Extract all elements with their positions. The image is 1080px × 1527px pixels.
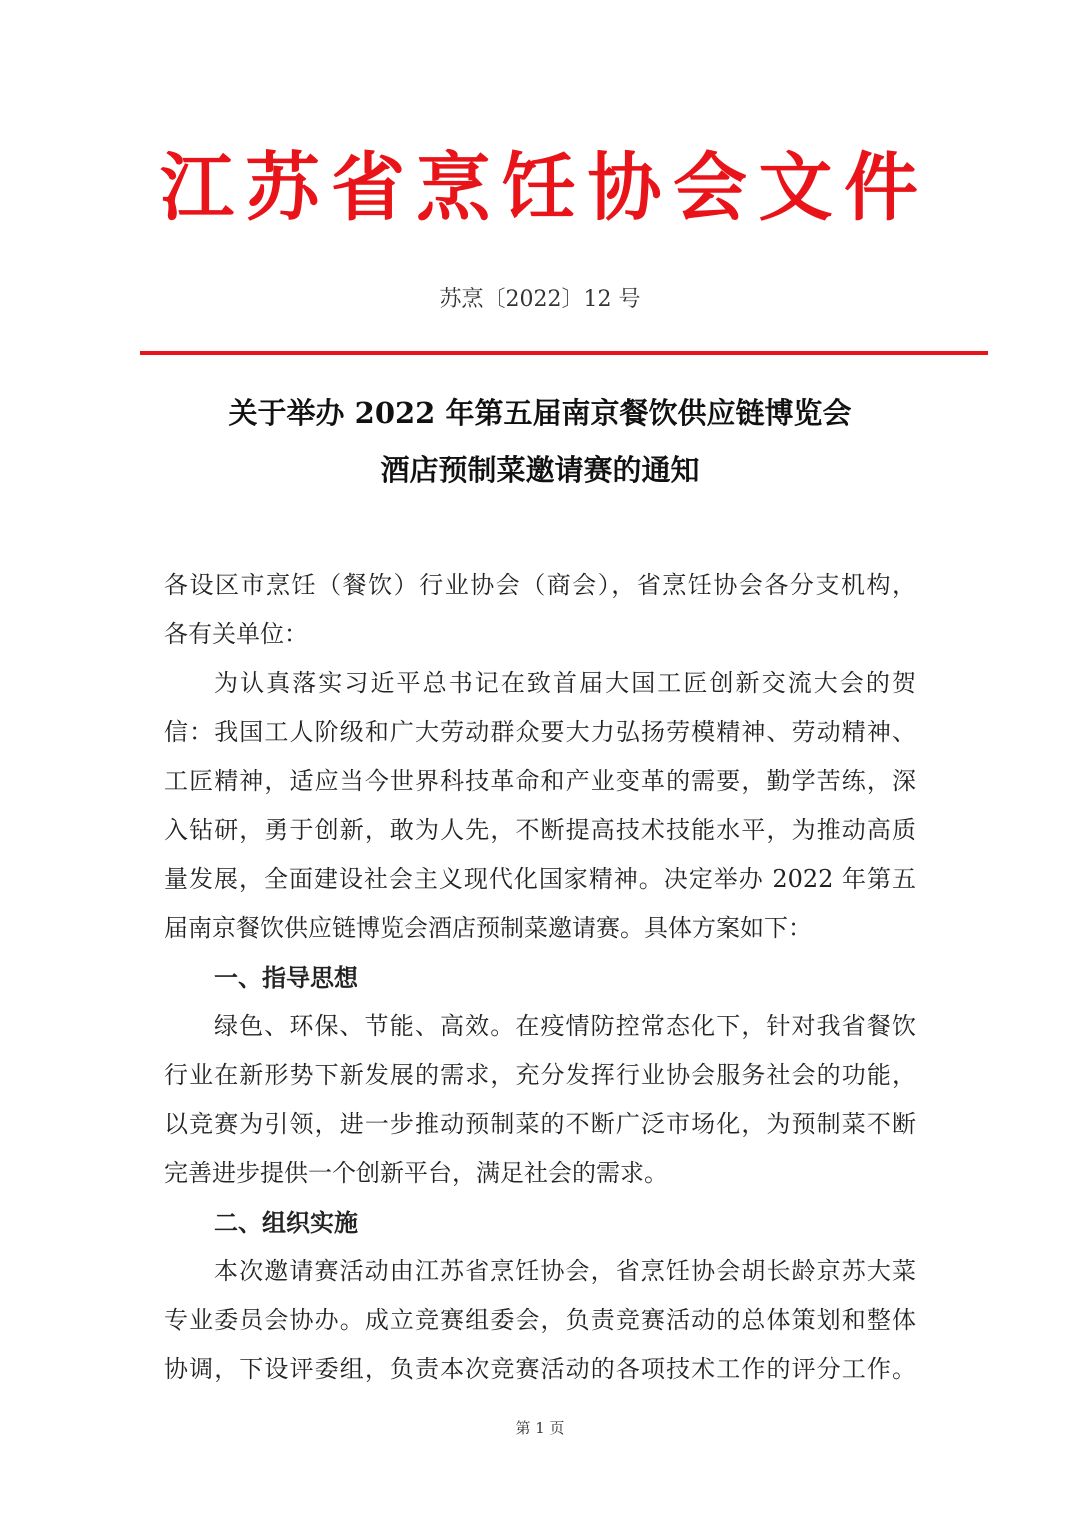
body-line: 行业在新形势下新发展的需求，充分发挥行业协会服务社会的功能，	[164, 1061, 916, 1089]
organization-title: 江苏省烹饪协会文件	[160, 145, 920, 231]
body-line: 专业委员会协办。成立竞赛组委会，负责竞赛活动的总体策划和整体	[164, 1306, 916, 1334]
notice-title-line-1: 关于举办 2022 年第五届南京餐饮供应链博览会	[228, 396, 852, 430]
document-body	[164, 561, 916, 1394]
body-line: 量发展，全面建设社会主义现代化国家精神。决定举办 2022 年第五	[164, 865, 916, 893]
red-divider	[140, 351, 988, 355]
body-line: 本次邀请赛活动由江苏省烹饪协会，省烹饪协会胡长龄京苏大菜	[214, 1257, 916, 1285]
notice-title-line-2: 酒店预制菜邀请赛的通知	[380, 453, 700, 487]
body-line: 协调，下设评委组，负责本次竞赛活动的各项技术工作的评分工作。	[164, 1355, 916, 1383]
page-number: 第 1 页	[515, 1419, 565, 1437]
body-line: 入钻研，勇于创新，敢为人先，不断提高技术技能水平，为推动高质	[164, 816, 916, 844]
body-line: 信：我国工人阶级和广大劳动群众要大力弘扬劳模精神、劳动精神、	[164, 718, 916, 746]
body-line: 以竞赛为引领，进一步推动预制菜的不断广泛市场化，为预制菜不断	[164, 1110, 916, 1138]
body-line: 工匠精神，适应当今世界科技革命和产业变革的需要，勤学苦练，深	[164, 767, 916, 795]
body-line: 届南京餐饮供应链博览会酒店预制菜邀请赛。具体方案如下：	[164, 914, 812, 942]
body-line: 完善进步提供一个创新平台，满足社会的需求。	[164, 1159, 668, 1187]
body-line: 各设区市烹饪（餐饮）行业协会（商会），省烹饪协会各分支机构，	[164, 571, 916, 599]
body-line: 绿色、环保、节能、高效。在疫情防控常态化下，针对我省餐饮	[214, 1012, 916, 1040]
section-heading: 二、组织实施	[214, 1208, 358, 1237]
document-number: 苏烹〔2022〕12 号	[439, 287, 641, 312]
body-line: 各有关单位：	[164, 620, 308, 648]
body-line: 为认真落实习近平总书记在致首届大国工匠创新交流大会的贺	[214, 669, 916, 697]
section-heading: 一、指导思想	[214, 963, 358, 992]
